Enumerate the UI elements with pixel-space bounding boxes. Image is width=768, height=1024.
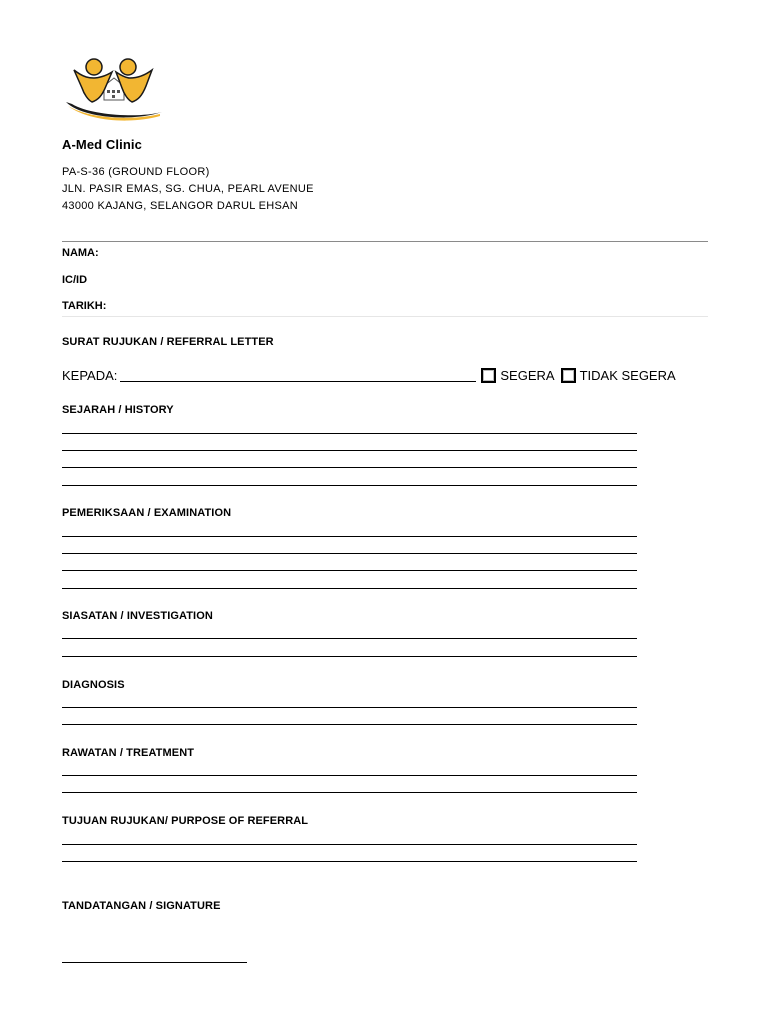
examination-line[interactable]: [62, 570, 637, 571]
letter-title: SURAT RUJUKAN / REFERRAL LETTER: [62, 336, 274, 348]
examination-line[interactable]: [62, 553, 637, 554]
recipient-input-line[interactable]: [120, 369, 476, 382]
urgent-checkbox[interactable]: [481, 368, 496, 383]
clinic-name: A-Med Clinic: [62, 137, 142, 152]
signature-line[interactable]: [62, 962, 247, 963]
date-label: TARIKH:: [62, 300, 107, 312]
treatment-line[interactable]: [62, 792, 637, 793]
recipient-row: [62, 368, 676, 383]
diagnosis-line[interactable]: [62, 707, 637, 708]
ic-label: IC/ID: [62, 274, 88, 286]
investigation-line[interactable]: [62, 656, 637, 657]
investigation-line[interactable]: [62, 638, 637, 639]
treatment-line[interactable]: [62, 775, 637, 776]
signature-heading: TANDATANGAN / SIGNATURE: [62, 900, 221, 912]
address-line-3: 43000 KAJANG, SELANGOR DARUL EHSAN: [62, 200, 298, 212]
purpose-line[interactable]: [62, 861, 637, 862]
diagnosis-heading: DIAGNOSIS: [62, 679, 125, 691]
examination-line[interactable]: [62, 588, 637, 589]
examination-heading: PEMERIKSAAN / EXAMINATION: [62, 507, 232, 519]
address-line-2: JLN. PASIR EMAS, SG. CHUA, PEARL AVENUE: [62, 183, 314, 195]
investigation-heading: SIASATAN / INVESTIGATION: [62, 610, 213, 622]
examination-line[interactable]: [62, 536, 637, 537]
purpose-line[interactable]: [62, 844, 637, 845]
history-line[interactable]: [62, 450, 637, 451]
address-line-1: PA-S-36 (GROUND FLOOR): [62, 166, 210, 178]
recipient-label: KEPADA:: [62, 368, 118, 383]
not-urgent-label: TIDAK SEGERA: [579, 368, 676, 383]
history-line[interactable]: [62, 433, 637, 434]
fields-divider: [62, 316, 708, 317]
clinic-logo: [62, 56, 166, 124]
not-urgent-checkbox[interactable]: [561, 368, 576, 383]
history-line[interactable]: [62, 467, 637, 468]
history-line[interactable]: [62, 485, 637, 486]
history-heading: SEJARAH / HISTORY: [62, 404, 174, 416]
header-divider: [62, 241, 708, 242]
diagnosis-line[interactable]: [62, 724, 637, 725]
treatment-heading: RAWATAN / TREATMENT: [62, 747, 195, 759]
purpose-heading: TUJUAN RUJUKAN/ PURPOSE OF REFERRAL: [62, 815, 309, 827]
urgent-label: SEGERA: [500, 368, 555, 383]
name-label: NAMA:: [62, 247, 99, 259]
